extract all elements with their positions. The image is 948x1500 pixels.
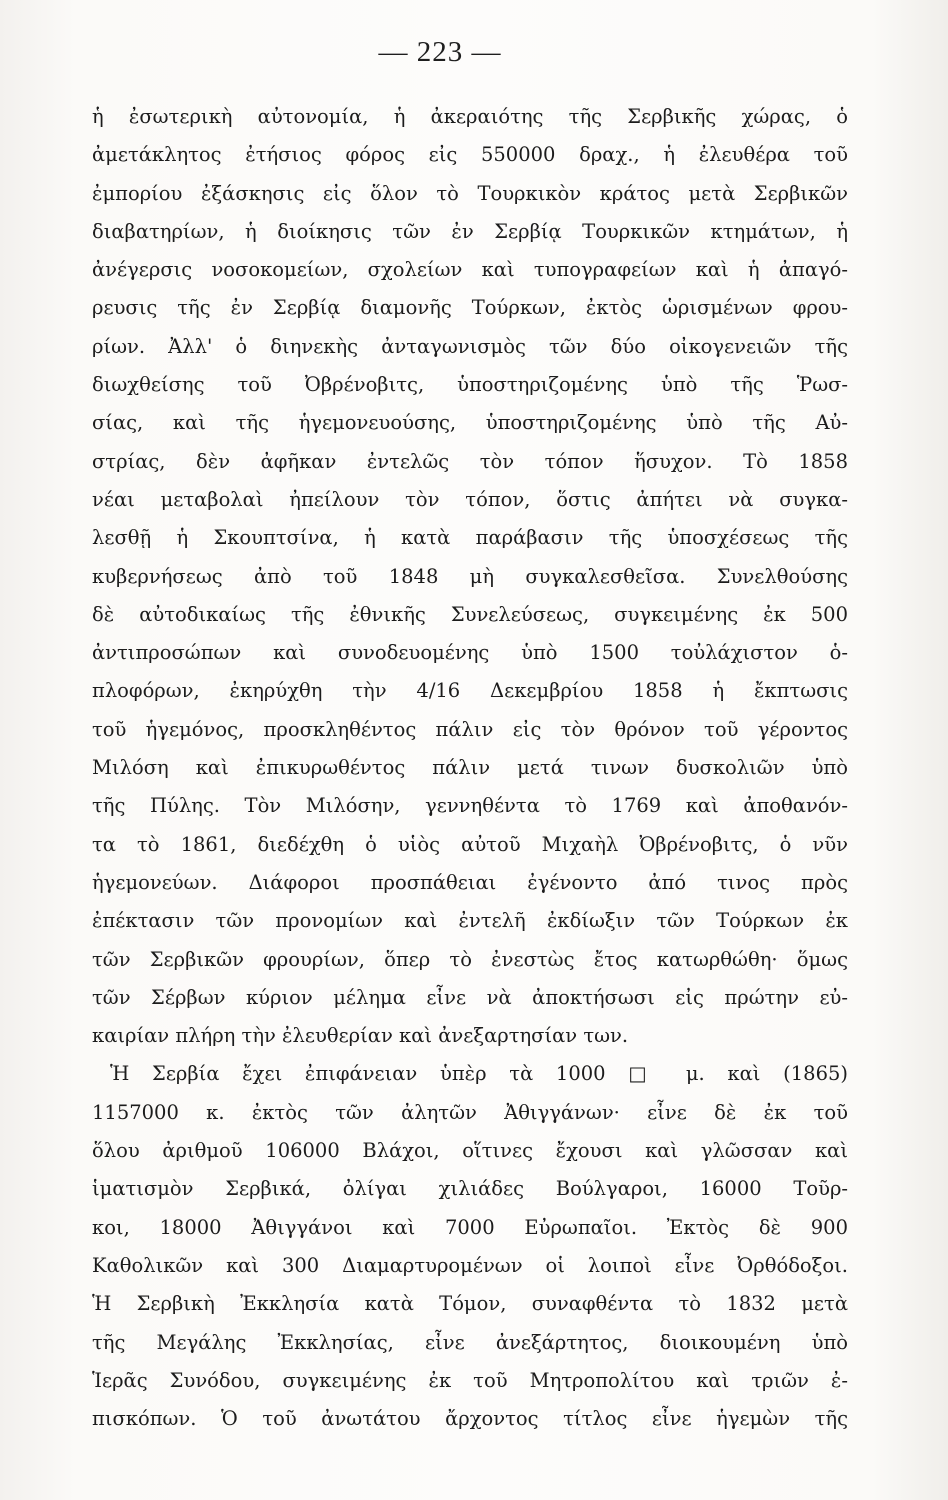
text-line: 1157000 κ. ἐκτὸς τῶν ἀλητῶν Ἀθιγγάνων· εἶνε δὲ ἐκ τοῦ: [92, 1100, 848, 1124]
text-line: στρίας, δὲν ἀφῆκαν ἐντελῶς τὸν τόπον ἥσυχον. Τὸ 1858: [92, 449, 848, 473]
text-line: ἀνέγερσις νοσοκομείων, σχολείων καὶ τυπογραφείων καὶ ἡ ἀπαγό-: [92, 258, 848, 282]
text-line: τῆς Πύλης. Τὸν Μιλόσην, γεννηθέντα τὸ 1769 καὶ ἀποθανόν-: [92, 794, 848, 818]
text-line: τῆς Μεγάλης Ἐκκλησίας, εἶνε ἀνεξάρτητος, διοικουμένη ὑπὸ: [92, 1330, 848, 1354]
text-line: ἡγεμονεύων. Διάφοροι προσπάθειαι ἐγένοντο ἀπό τινος πρὸς: [92, 870, 848, 894]
page-number: — 223 —: [378, 36, 502, 68]
text-line: καιρίαν πλήρη τὴν ἐλευθερίαν καὶ ἀνεξαρτησίαν των.: [92, 1024, 629, 1048]
text-line: κοι, 18000 Ἀθιγγάνοι καὶ 7000 Εὐρωπαῖοι. Ἐκτὸς δὲ 900: [92, 1215, 848, 1239]
text-line: Ἡ Σερβικὴ Ἐκκλησία κατὰ Τόμον, συναφθέντα τὸ 1832 μετὰ: [92, 1292, 848, 1316]
text-line: τα τὸ 1861, διεδέχθη ὁ υἱὸς αὐτοῦ Μιχαὴλ Ὀβρένοβιτς, ὁ νῦν: [92, 832, 848, 856]
text-line: Καθολικῶν καὶ 300 Διαμαρτυρομένων οἱ λοιποὶ εἶνε Ὀρθόδοξοι.: [92, 1253, 848, 1277]
text-line: διωχθείσης τοῦ Ὀβρένοβιτς, ὑποστηριζομένης ὑπὸ τῆς Ῥωσ-: [92, 373, 848, 397]
text-line: κυβερνήσεως ἀπὸ τοῦ 1848 μὴ συγκαλεσθεῖσα. Συνελθούσης: [92, 564, 848, 588]
text-line: νέαι μεταβολαὶ ἠπείλουν τὸν τόπον, ὅστις ἀπήτει νὰ συγκα-: [92, 487, 848, 511]
text-line: τοῦ ἡγεμόνος, προσκληθέντος πάλιν εἰς τὸν θρόνον τοῦ γέροντος: [92, 717, 848, 741]
text-line: ἱματισμὸν Σερβικά, ὀλίγαι χιλιάδες Βούλγαροι, 16000 Τοῦρ-: [92, 1177, 848, 1201]
text-line: ρίων. Ἀλλ' ὁ διηνεκὴς ἀνταγωνισμὸς τῶν δύο οἰκογενειῶν τῆς: [92, 334, 848, 358]
text-line: ἐπέκτασιν τῶν προνομίων καὶ ἐντελῆ ἐκδίωξιν τῶν Τούρκων ἐκ: [92, 909, 848, 933]
text-line: ἀντιπροσώπων καὶ συνοδευομένης ὑπὸ 1500 τοὐλάχιστον ὁ-: [92, 641, 848, 665]
text-line: Ἡ Σερβία ἔχει ἐπιφάνειαν ὑπὲρ τὰ 1000 □ μ. καὶ (1865): [110, 1062, 848, 1086]
text-line: πλοφόρων, ἐκηρύχθη τὴν 4/16 Δεκεμβρίου 1858 ἡ ἔκπτωσις: [92, 679, 848, 703]
text-line: πισκόπων. Ὁ τοῦ ἀνωτάτου ἄρχοντος τίτλος εἶνε ἡγεμὼν τῆς: [92, 1407, 848, 1431]
text-line: τῶν Σέρβων κύριον μέλημα εἶνε νὰ ἀποκτήσωσι εἰς πρώτην εὐ-: [92, 985, 848, 1009]
text-line: ἐμπορίου ἐξάσκησις εἰς ὅλον τὸ Τουρκικὸν κράτος μετὰ Σερβικῶν: [92, 181, 848, 205]
text-line: ἡ ἐσωτερικὴ αὐτονομία, ἡ ἀκεραιότης τῆς Σερβικῆς χώρας, ὁ: [92, 105, 848, 128]
text-line: ὅλου ἀριθμοῦ 106000 Βλάχοι, οἵτινες ἔχουσι καὶ γλῶσσαν καὶ: [92, 1139, 848, 1163]
text-line: σίας, καὶ τῆς ἡγεμονευούσης, ὑποστηριζομένης ὑπὸ τῆς Αὐ-: [92, 411, 848, 435]
text-line: ἀμετάκλητος ἐτήσιος φόρος εἰς 550000 δραχ., ἡ ἐλευθέρα τοῦ: [92, 143, 848, 167]
text-line: Μιλόση καὶ ἐπικυρωθέντος πάλιν μετά τινων δυσκολιῶν ὑπὸ: [92, 756, 848, 780]
body-text: [92, 98, 848, 1438]
text-line: τῶν Σερβικῶν φρουρίων, ὅπερ τὸ ἐνεστὼς ἔτος κατωρθώθη· ὅμως: [92, 947, 848, 971]
text-line: διαβατηρίων, ἡ διοίκησις τῶν ἐν Σερβίᾳ Τουρκικῶν κτημάτων, ἡ: [92, 219, 848, 243]
text-line: ρευσις τῆς ἐν Σερβίᾳ διαμονῆς Τούρκων, ἐκτὸς ὡρισμένων φρου-: [92, 296, 848, 320]
text-line: λεσθῇ ἡ Σκουπτσίνα, ἡ κατὰ παράβασιν τῆς ὑποσχέσεως τῆς: [92, 526, 848, 550]
text-line: δὲ αὐτοδικαίως τῆς ἐθνικῆς Συνελεύσεως, συγκειμένης ἐκ 500: [92, 602, 848, 626]
text-line: Ἱερᾶς Συνόδου, συγκειμένης ἐκ τοῦ Μητροπολίτου καὶ τριῶν ἐ-: [92, 1368, 848, 1392]
